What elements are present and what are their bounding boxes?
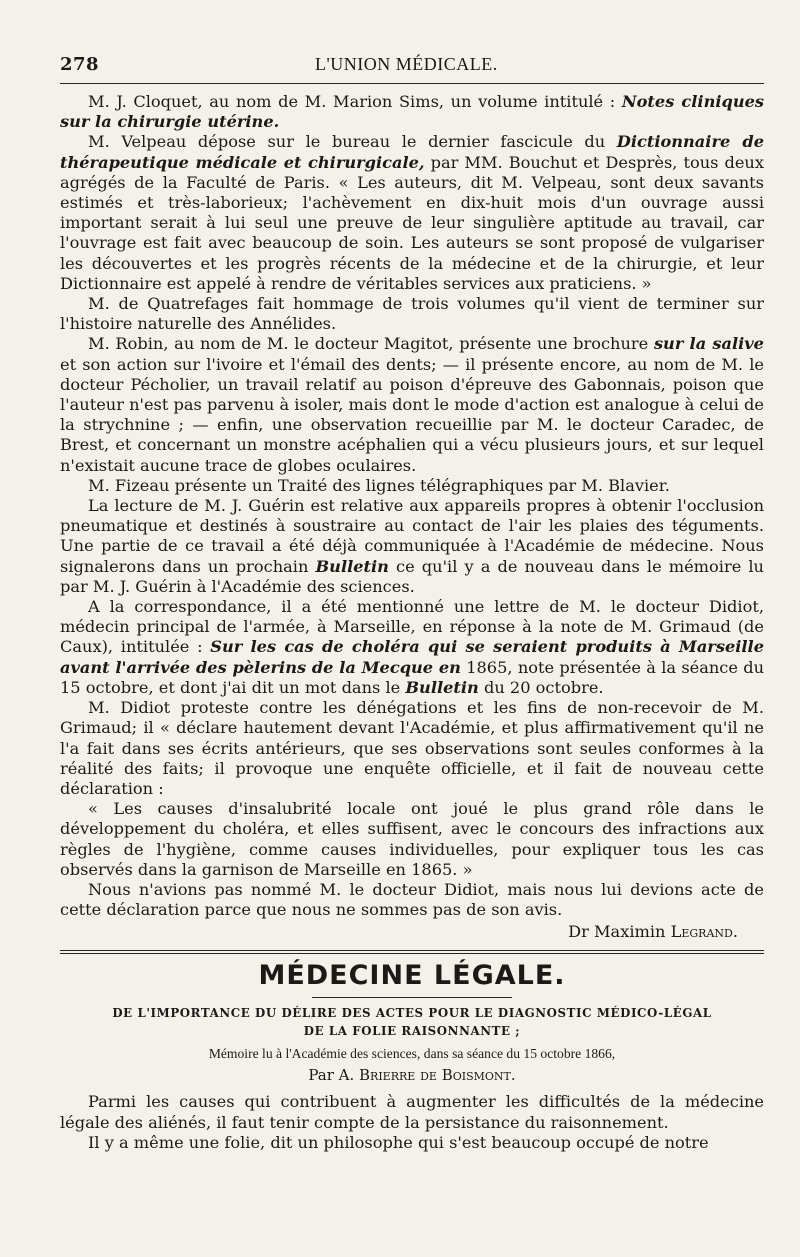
text-run: M. J. Cloquet, au nom de M. Marion Sims, un volume intitulé : xyxy=(88,92,622,111)
section-divider xyxy=(60,950,764,954)
section-body xyxy=(60,1092,764,1153)
section-paragraph: Parmi les causes qui contribuent à augmenter les difficultés de la médecine légale des aliénés, il faut tenir compte de la persistance du raisonnement. xyxy=(60,1092,764,1132)
paragraph xyxy=(60,496,764,597)
paragraph xyxy=(60,92,764,132)
journal-title: L'UNION MÉDICALE. xyxy=(315,54,498,74)
article-title xyxy=(60,1004,764,1040)
article-title-line-2: DE LA FOLIE RAISONNANTE ; xyxy=(303,1024,521,1039)
text-run: M. Velpeau dépose sur le bureau le dernier fascicule du xyxy=(88,132,617,152)
paragraph xyxy=(60,799,764,880)
section-title: MÉDECINE LÉGALE. xyxy=(258,960,566,992)
title-underline xyxy=(312,997,512,998)
italic-text: sur la salive xyxy=(653,334,764,354)
text-run: M. de Quatrefages fait hommage de trois volumes qu'il vient de terminer sur l'histoire naturelle des Annélides. xyxy=(60,294,764,334)
italic-text: Bulletin xyxy=(405,677,479,697)
italic-text: Notes cliniques sur la chirurgie utérine. xyxy=(60,92,764,132)
text-run: ce qu'il y a de nouveau dans le mémoire lu par M. J. Guérin à l'Académie des sciences. xyxy=(60,556,764,596)
running-head xyxy=(60,54,764,84)
paragraph xyxy=(60,597,764,698)
section-paragraph: Il y a même une folie, dit un philosophe qui s'est beaucoup occupé de notre xyxy=(88,1132,709,1152)
author-prefix: Par A. xyxy=(308,1066,360,1085)
article-author xyxy=(60,1064,764,1086)
signature xyxy=(60,922,764,942)
proceedings-text xyxy=(60,92,764,920)
paragraph xyxy=(60,476,764,496)
author-name: Brierre de Boismont. xyxy=(359,1066,516,1085)
text-run: par MM. Bouchut et Desprès, tous deux agrégés de la Faculté de Paris. « Les auteurs, dit M. Velpeau, sont deux savants estimés et très-laborieux; l'achèvement en dix-huit mois d'un ouvrage aussi important serait à lui seul une preuve de leur singulière aptitude au travail, car l'ouvrage est fait avec beaucoup de soin. Les auteurs se sont proposé de vulgariser les découvertes et les progrès récents de la médecine et de la chirurgie, et leur Dictionnaire est appelé à rendre de véritables services aux praticiens. » xyxy=(60,152,764,293)
signature-name: Legrand. xyxy=(670,922,738,942)
paragraph xyxy=(60,132,764,294)
paragraph xyxy=(60,698,764,799)
text-run: M. Didiot proteste contre les dénégations et les fins de non-recevoir de M. Grimaud; il « déclare hautement devant l'Académie, et plus affirmativement qu'il ne l'a fait dans ses écrits antérieurs, que ses observations sont seules conformes à la réalité des faits; il provoque une enquête officielle, et il fait de nouveau cette déclaration : xyxy=(60,698,764,798)
text-run: 1865, note présentée à la séance du 15 octobre, et dont j'ai dit un mot dans le xyxy=(60,657,764,697)
text-run: La lecture de M. J. Guérin est relative aux appareils propres à obtenir l'occlusion pneumatique et destinés à soustraire au contact de l'air les plaies des téguments. Une partie de ce travail a été déjà communiquée à l'Académie de médecine. Nous signalerons dans un prochain xyxy=(60,496,764,576)
text-run: M. Fizeau présente un Traité des lignes télégraphiques par M. Blavier. xyxy=(88,475,670,495)
italic-text: Dictionnaire de thérapeutique médicale et chirurgicale, xyxy=(60,132,764,172)
memoire-note: Mémoire lu à l'Académie des sciences, dans sa séance du 15 octobre 1866, xyxy=(208,1046,616,1062)
paragraph xyxy=(60,880,764,920)
text-run: « Les causes d'insalubrité locale ont joué le plus grand rôle dans le développement du choléra, et elles suffisent, avec le concours des infractions aux règles de l'hygiène, comme causes individuelles, pour expliquer tous les cas observés dans la garnison de Marseille en 1865. » xyxy=(60,799,764,879)
paragraph xyxy=(60,294,764,334)
text-run: du 20 octobre. xyxy=(478,677,604,697)
text-run: Nous n'avions pas nommé M. le docteur Didiot, mais nous lui devions acte de cette déclaration parce que nous ne sommes pas de son avis. xyxy=(60,879,764,920)
article-title-line-1: DE L'IMPORTANCE DU DÉLIRE DES ACTES POUR LE DIAGNOSTIC MÉDICO-LÉGAL xyxy=(112,1006,712,1021)
text-run: et son action sur l'ivoire et l'émail des dents; — il présente encore, au nom de M. le docteur Pécholier, un travail relatif au poison d'épreuve des Gabonnais, poison que l'auteur n'est pas parvenu à isoler, mais dont le mode d'action est analogue à celui de la strychnine ; — enfin, une observation recueillie par M. le docteur Caradec, de Brest, et concernant un monstre acéphalien qui a vécu plusieurs jours, et sur lequel n'existait aucune trace de globes oculaires. xyxy=(60,354,764,475)
signature-prefix: Dr Maximin xyxy=(568,922,671,942)
page-number: 278 xyxy=(60,54,100,75)
text-run: M. Robin, au nom de M. le docteur Magitot, présente une brochure xyxy=(88,334,654,354)
italic-text: Bulletin xyxy=(315,556,389,576)
text-run: A la correspondance, il a été mentionné une lettre de M. le docteur Didiot, médecin principal de l'armée, à Marseille, en réponse à la note de M. Grimaud (de Caux), intitulée : xyxy=(60,597,764,657)
italic-text: Sur les cas de choléra qui se seraient produits à Marseille avant l'arrivée des pèlerins de la Mecque en xyxy=(60,637,764,677)
paragraph xyxy=(60,334,764,475)
